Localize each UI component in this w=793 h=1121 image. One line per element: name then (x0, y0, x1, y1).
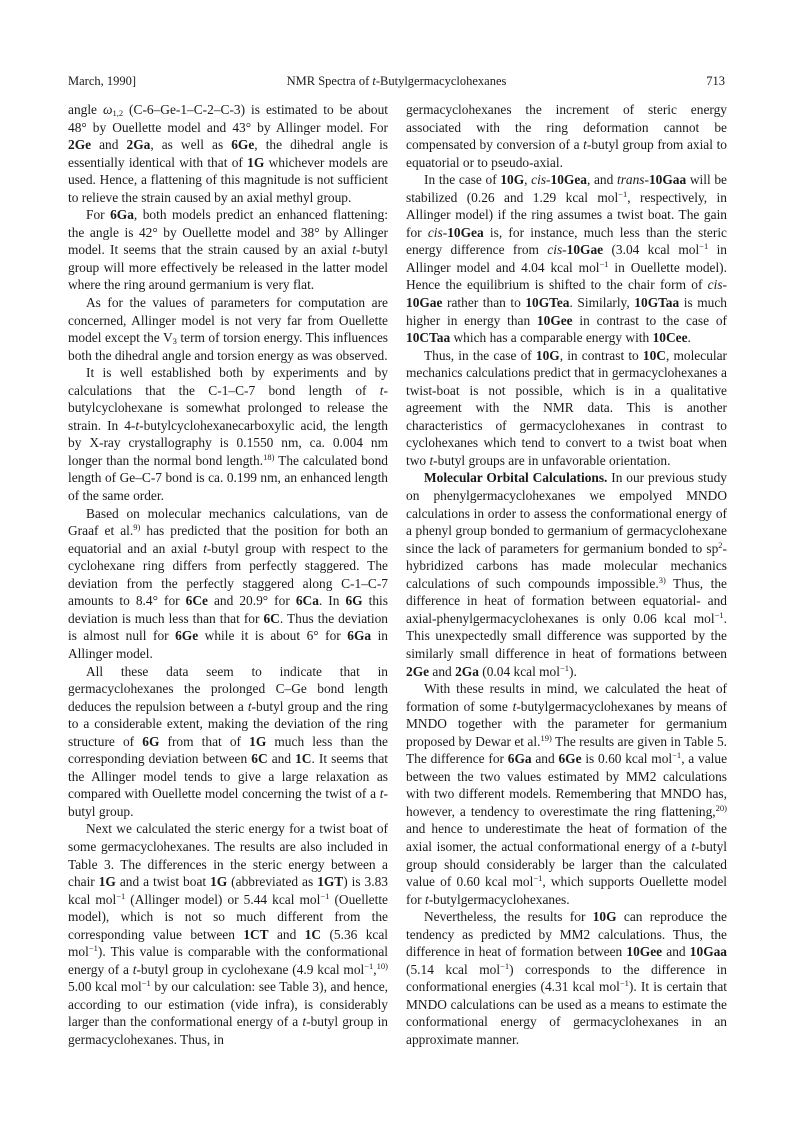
header-title: NMR Spectra of t-Butylgermacyclohexanes (286, 74, 507, 88)
paragraph: All these data seem to indicate that in germacyclohexanes the prolonged C–Ge bond length deduces the repulsion between a t-butyl group and the ring to a considerable extent, making the deviation of the ring structure of 6G from that of 1G much less than the corresponding deviation between 6C and 1C. It seems that the Allinger model tends to give a large relaxation as compared with Ouellette model concerning the twist of a t-butyl group. (68, 663, 389, 819)
paragraph: Nevertheless, the results for 10G can reproduce the tendency as predicted by MM2 calculations. Thus, the difference in heat of formation between 10Gee and 10Gaa (5.14 kcal mol$^{-1}$) corresponds to the difference in conformational energies (4.31 kcal mol$^{-1}$). It is certain that MNDO calculations can be used as a means to estimate the conformational energy of germacyclohexanes in an approximate manner. (406, 909, 727, 1047)
page-number: 713 (706, 74, 725, 88)
paragraph: It is well established both by experiments and by calculations that the C-1–C-7 bond length of t-butylcyclohexane is somewhat prolonged to release the strain. In 4-t-butylcyclohexanecarboxylic acid, the length by X-ray crystallography is 0.1550 nm, ca. 0.004 nm longer than the normal bond length.$^{18)}$ The calculated bond length of Ge–C-7 bond is ca. 0.199 nm, an enhanced length of the same order. (68, 365, 389, 504)
running-header (68, 74, 725, 90)
paragraph: For 6Ga, both models predict an enhanced flattening: the angle is 42° by Ouellette model and 38° by Allinger model. It seems that the strain caused by an axial t-butyl group will more effectively be released in the latter model where the ring around germanium is very flat. (68, 207, 389, 293)
paragraph: Molecular Orbital Calculations. In our previous study on phenylgermacyclohexanes we empolyed MNDO calculations in order to assess the conformational energy of a phenyl group bonded to germanium of germacyclohexane since the lack of parameters for germanium bonded to $sp^2$-hybridized carbons has made molecular mechanics calculations of such compounds impossible.$^{3)}$ Thus, the difference in heat of formation between equatorial- and axial-phenylgermacyclohexanes is only 0.06 kcal mol$^{-1}$. This unexpectedly small difference was supported by the similarly small difference in heat of formations between 2Ge and 2Ga (0.04 kcal mol$^{-1}$). (406, 470, 727, 679)
paragraph: Next we calculated the steric energy for a twist boat of some germacyclohexanes. The results are also included in Table 3. The differences in the steric energy between a chair 1G and a twist boat 1G (abbreviated as 1GT) is 3.83 kcal mol$^{-1}$ (Allinger model) or 5.44 kcal mol$^{-1}$ (Ouellette model), which is not so much different from the corresponding value between 1CT and 1C (5.36 kcal mol$^{-1}$). This value is comparable with the conformational energy of a t-butyl group in cyclohexane (4.9 kcal mol$^{-1}$,$^{10)}$ 5.00 kcal mol$^{-1}$ by our calculation: see Table 3), and hence, according to our estimation (vide infra), is considerably larger than the conformational energy of a t-butyl group in germacyclohexanes. Thus, in (68, 821, 389, 1047)
paragraph: germacyclohexanes the increment of steric energy associated with the ring deformation cannot be compensated by conversion of a t-butyl group from axial to equatorial or to pseudo-axial. (406, 102, 727, 170)
paragraph: With these results in mind, we calculated the heat of formation of some t-butylgermacyclohexanes by means of MNDO together with the parameter for germanium proposed by Dewar et al.$^{19)}$ The results are given in Table 5. The difference for 6Ga and 6Ge is 0.60 kcal mol$^{-1}$, a value between the two values estimated by MM2 calculations with two different models. Remembering that MNDO has, however, a tendency to overestimate the ring flattening,$^{20)}$ and hence to underestimate the heat of formation of the axial isomer, the actual conformational energy of a t-butyl group should considerably be larger than the calculated value of 0.60 kcal mol$^{-1}$, which supports Ouellette model for t-butylgermacyclohexanes. (406, 681, 728, 907)
paragraph: In the case of 10G, cis-10Gea, and trans-10Gaa will be stabilized (0.26 and 1.29 kcal mol$^{-1}$, respectively, in Allinger model) if the ring assumes a twist boat. The gain for cis-10Gea is, for instance, much less than the steric energy difference from cis-10Gae (3.04 kcal mol$^{-1}$ in Allinger model and 4.04 kcal mol$^{-1}$ in Ouellette model). Hence the equilibrium is shifted to the chair form of cis-10Gae rather than to 10GTea. Similarly, 10GTaa is much higher in energy than 10Gee in contrast to the case of 10CTaa which has a comparable energy with 10Cee. (406, 172, 727, 346)
paragraph: angle $\omega_{1,2}$ (C-6–Ge-1–C-2–C-3) is estimated to be about 48° by Ouellette model and 43° by Allinger model. For 2Ge and 2Ga, as well as 6Ge, the dihedral angle is essentially identical with that of 1G whichever models are used. Hence, a flattening of this magnitude is not sufficient to relieve the strain caused by an axial methyl group. (68, 102, 389, 205)
paragraph: As for the values of parameters for computation are concerned, Allinger model is not very far from Ouellette model except the $V_3$ term of torsion energy. This influences both the dihedral angle and torsion energy as was observed. (68, 295, 388, 363)
header-date: March, 1990] (68, 74, 137, 88)
right-column (406, 101, 727, 1049)
section-heading: Molecular Orbital Calculations. (424, 470, 608, 486)
paragraph: Thus, in the case of 10G, in contrast to 10C, molecular mechanics calculations predict that in germacyclohexanes a twist-boat is not possible, which is in a qualitative agreement with the NMR data. This is another characteristics of germacyclohexanes in contrast to cyclohexanes which tend to convert to a twist boat when two t-butyl groups are in unfavorable orientation. (406, 347, 728, 468)
paragraph: Based on molecular mechanics calculations, van de Graaf et al.$^{9)}$ has predicted that the position for both an equatorial and an axial t-butyl group with respect to the cyclohexane ring differs from perfectly staggered. The deviation from the perfectly staggered along C-1–C-7 amounts to 8.4° for 6Ce and 20.9° for 6Ca. In 6G this deviation is much less than that for 6C. Thus the deviation is almost null for 6Ge while it is about 6° for 6Ga in Allinger model. (68, 505, 388, 661)
left-column (68, 101, 388, 1049)
